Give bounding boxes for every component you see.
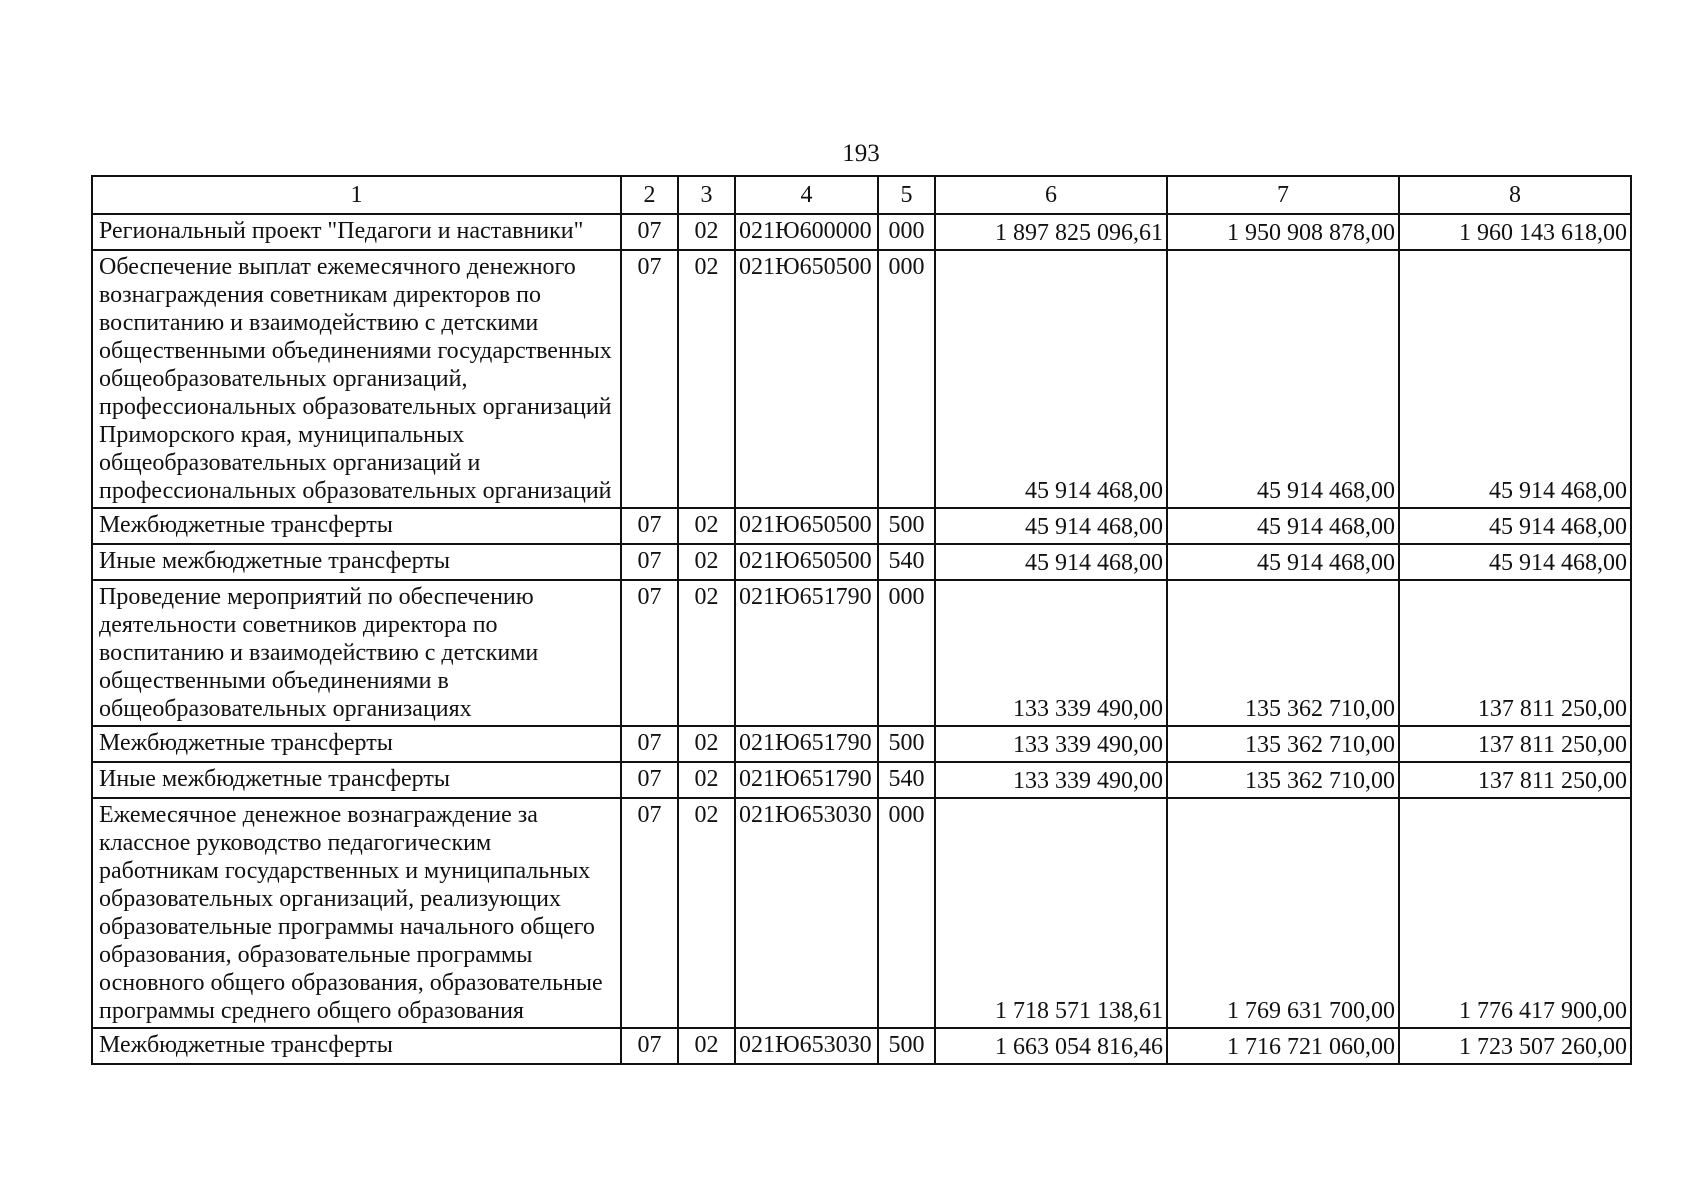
row-amount-col6: 133 339 490,00 <box>935 726 1167 762</box>
row-name: Ежемесячное денежное вознаграждение за классное руководство педагогическим работникам государственных и муниципальных образовательных организаций, реализующих образовательные программы начального общего образования, образовательные программы основного общего образования, образовательные программы среднего общего образования <box>92 798 621 1028</box>
row-amount-col6: 133 339 490,00 <box>935 580 1167 726</box>
row-name: Межбюджетные трансферты <box>92 1028 621 1064</box>
row-amount-col6: 45 914 468,00 <box>935 508 1167 544</box>
row-expense-type-code: 000 <box>878 580 935 726</box>
row-subsection-code: 02 <box>678 580 735 726</box>
table-row <box>92 214 1631 250</box>
row-amount-col6: 45 914 468,00 <box>935 544 1167 580</box>
row-target-article-code: 021Ю653030 <box>735 798 878 1028</box>
table-row <box>92 798 1631 1028</box>
header-cell: 6 <box>935 176 1167 214</box>
row-amount-col6: 45 914 468,00 <box>935 250 1167 508</box>
row-section-code: 07 <box>621 544 678 580</box>
row-expense-type-code: 500 <box>878 508 935 544</box>
row-section-code: 07 <box>621 726 678 762</box>
row-amount-col6: 133 339 490,00 <box>935 762 1167 798</box>
header-cell: 1 <box>92 176 621 214</box>
row-subsection-code: 02 <box>678 762 735 798</box>
row-amount-col7: 135 362 710,00 <box>1167 580 1399 726</box>
row-name: Иные межбюджетные трансферты <box>92 762 621 798</box>
row-name: Обеспечение выплат ежемесячного денежного вознаграждения советникам директоров по воспитанию и взаимодействию с детскими общественными объединениями государственных общеобразовательных организаций, профессиональных образовательных организаций Приморского края, муниципальных общеобразовательных организаций и профессиональных образовательных организаций <box>92 250 621 508</box>
row-amount-col8: 137 811 250,00 <box>1399 762 1631 798</box>
row-amount-col8: 1 776 417 900,00 <box>1399 798 1631 1028</box>
row-amount-col7: 45 914 468,00 <box>1167 250 1399 508</box>
row-target-article-code: 021Ю650500 <box>735 508 878 544</box>
header-cell: 5 <box>878 176 935 214</box>
row-expense-type-code: 540 <box>878 544 935 580</box>
row-subsection-code: 02 <box>678 726 735 762</box>
row-subsection-code: 02 <box>678 214 735 250</box>
row-target-article-code: 021Ю651790 <box>735 580 878 726</box>
row-amount-col8: 45 914 468,00 <box>1399 544 1631 580</box>
row-amount-col7: 45 914 468,00 <box>1167 508 1399 544</box>
row-expense-type-code: 540 <box>878 762 935 798</box>
row-target-article-code: 021Ю650500 <box>735 250 878 508</box>
row-amount-col8: 137 811 250,00 <box>1399 580 1631 726</box>
row-target-article-code: 021Ю651790 <box>735 726 878 762</box>
row-section-code: 07 <box>621 580 678 726</box>
row-amount-col8: 137 811 250,00 <box>1399 726 1631 762</box>
table-row <box>92 726 1631 762</box>
row-subsection-code: 02 <box>678 508 735 544</box>
row-amount-col7: 135 362 710,00 <box>1167 762 1399 798</box>
row-section-code: 07 <box>621 798 678 1028</box>
row-name: Межбюджетные трансферты <box>92 508 621 544</box>
row-amount-col7: 135 362 710,00 <box>1167 726 1399 762</box>
row-amount-col8: 45 914 468,00 <box>1399 508 1631 544</box>
row-expense-type-code: 000 <box>878 214 935 250</box>
budget-table <box>91 175 1632 1065</box>
row-amount-col8: 45 914 468,00 <box>1399 250 1631 508</box>
table-row <box>92 762 1631 798</box>
row-target-article-code: 021Ю653030 <box>735 1028 878 1064</box>
row-amount-col7: 45 914 468,00 <box>1167 544 1399 580</box>
header-cell: 8 <box>1399 176 1631 214</box>
row-name: Иные межбюджетные трансферты <box>92 544 621 580</box>
row-subsection-code: 02 <box>678 1028 735 1064</box>
row-target-article-code: 021Ю650500 <box>735 544 878 580</box>
table-row <box>92 508 1631 544</box>
row-name: Проведение мероприятий по обеспечению деятельности советников директора по воспитанию и взаимодействию с детскими общественными объединениями в общеобразовательных организациях <box>92 580 621 726</box>
table-row <box>92 1028 1631 1064</box>
row-amount-col7: 1 950 908 878,00 <box>1167 214 1399 250</box>
row-amount-col8: 1 723 507 260,00 <box>1399 1028 1631 1064</box>
header-cell: 2 <box>621 176 678 214</box>
row-section-code: 07 <box>621 1028 678 1064</box>
table-row <box>92 250 1631 508</box>
row-target-article-code: 021Ю600000 <box>735 214 878 250</box>
row-subsection-code: 02 <box>678 250 735 508</box>
row-subsection-code: 02 <box>678 544 735 580</box>
row-name: Региональный проект "Педагоги и наставники" <box>92 214 621 250</box>
row-section-code: 07 <box>621 508 678 544</box>
row-amount-col7: 1 769 631 700,00 <box>1167 798 1399 1028</box>
table-body <box>92 214 1631 1064</box>
row-expense-type-code: 000 <box>878 798 935 1028</box>
header-cell: 7 <box>1167 176 1399 214</box>
row-expense-type-code: 500 <box>878 1028 935 1064</box>
row-section-code: 07 <box>621 214 678 250</box>
row-subsection-code: 02 <box>678 798 735 1028</box>
row-amount-col6: 1 718 571 138,61 <box>935 798 1167 1028</box>
table-row <box>92 580 1631 726</box>
row-expense-type-code: 500 <box>878 726 935 762</box>
row-section-code: 07 <box>621 250 678 508</box>
page-number: 193 <box>842 140 880 167</box>
header-row <box>92 176 1631 214</box>
header-cell: 3 <box>678 176 735 214</box>
row-expense-type-code: 000 <box>878 250 935 508</box>
row-name: Межбюджетные трансферты <box>92 726 621 762</box>
row-amount-col6: 1 897 825 096,61 <box>935 214 1167 250</box>
row-section-code: 07 <box>621 762 678 798</box>
row-amount-col7: 1 716 721 060,00 <box>1167 1028 1399 1064</box>
row-target-article-code: 021Ю651790 <box>735 762 878 798</box>
table-row <box>92 544 1631 580</box>
row-amount-col6: 1 663 054 816,46 <box>935 1028 1167 1064</box>
header-cell: 4 <box>735 176 878 214</box>
row-amount-col8: 1 960 143 618,00 <box>1399 214 1631 250</box>
